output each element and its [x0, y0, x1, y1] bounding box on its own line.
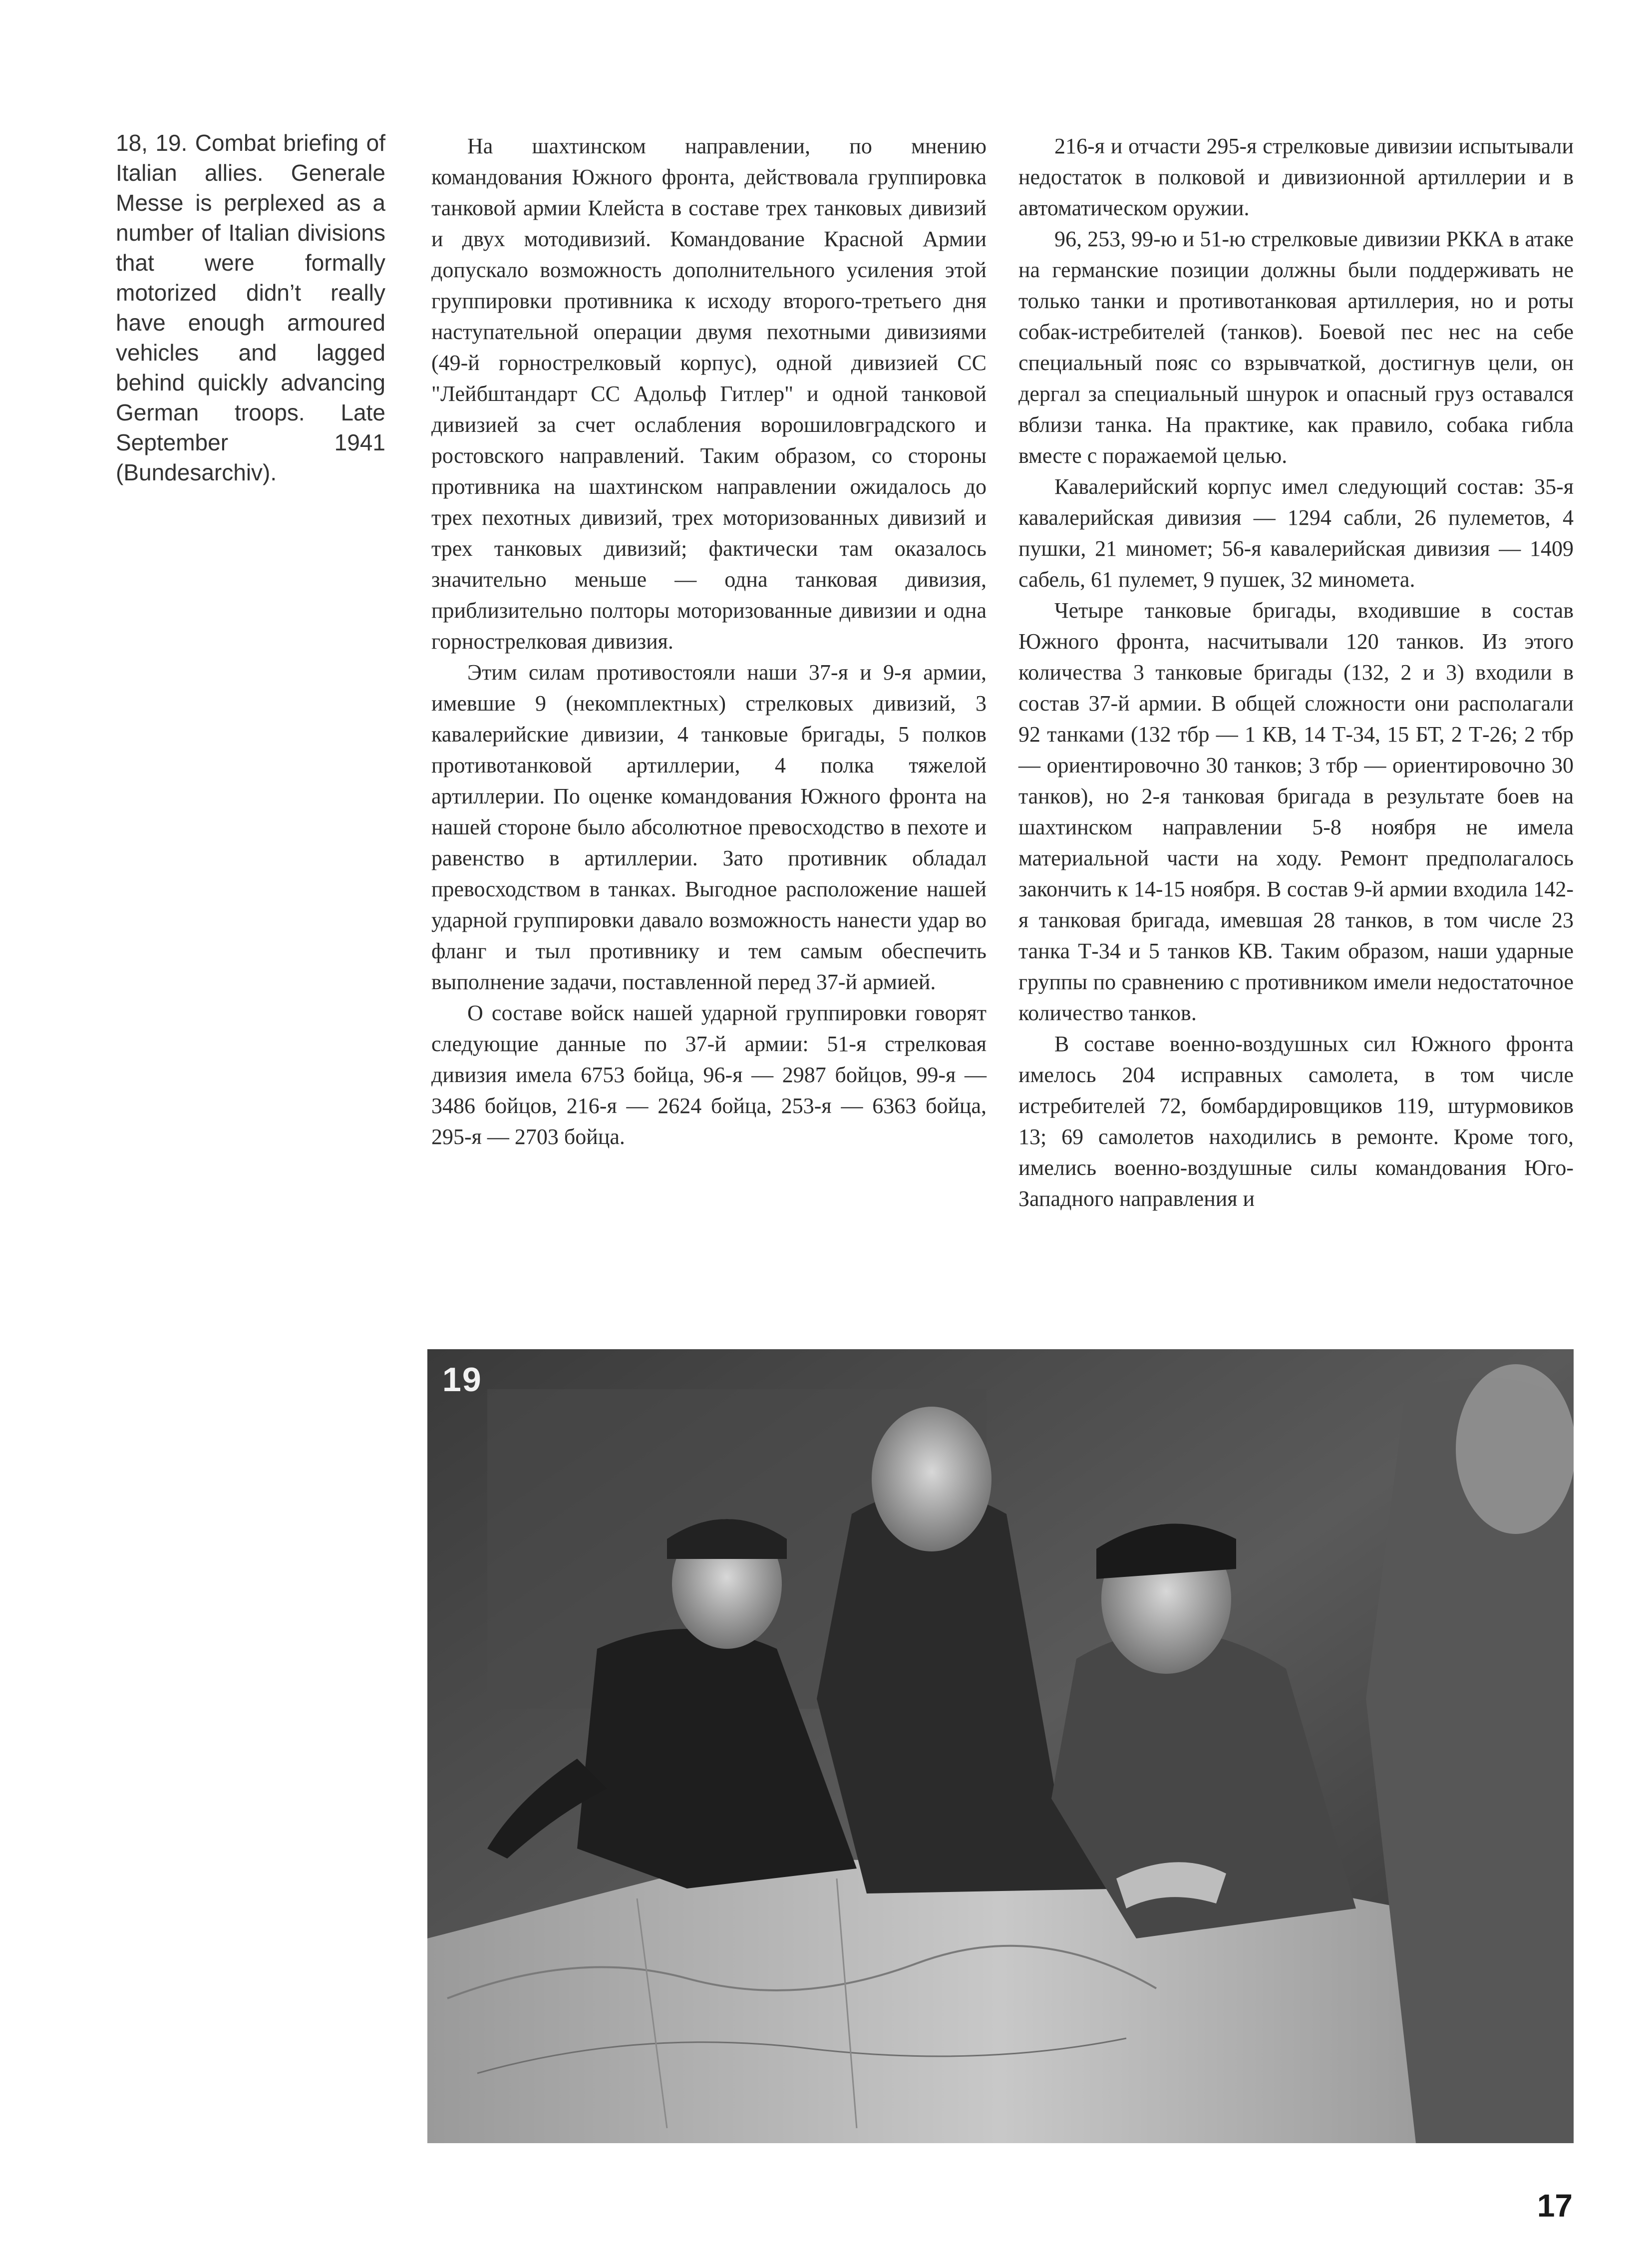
photo-illustration [427, 1349, 1574, 2143]
paragraph: Четыре танковые бригады, входившие в состав Южного фронта, насчитывали 120 танков. Из этого количества 3 танковые бригады (132, 2 и 3) входили в состав 37-й армии. В общей сложности они располагали 92 танками (132 тбр — 1 КВ, 14 Т-34, 15 БТ, 2 Т-26; 2 тбр — ориентировочно 30 танков; 3 тбр — ориентировочно 30 танков), но 2-я танковая бригада в результате боев на шахтинском направлении 5-8 ноября не имела материальной части на ходу. Ремонт предполагалось закончить к 14-15 ноября. В состав 9-й армии входила 142-я танковая бригада, имевшая 28 танков, в том числе 23 танка Т-34 и 5 танков КВ. Таким образом, наши ударные группы по сравнению с противником имели недостаточное количество танков. [1018, 598, 1574, 1025]
paragraph: 96, 253, 99-ю и 51-ю стрелковые дивизии РККА в атаке на германские позиции должны были поддерживать не только танки и противотанковая артиллерия, но и роты собак-истребителей (танков). Боевой пес нес на себе специальный пояс со взрывчаткой, достигнув цели, он дергал за специальный шнурок и опасный груз оставался вблизи танка. На практике, как правило, собака гибла вместе с поражаемой целью. [1018, 227, 1574, 468]
paragraph: Этим силам противостояли наши 37-я и 9-я армии, имевшие 9 (некомплектных) стрелковых дивизий, 3 кавалерийские дивизии, 4 танковые бригады, 5 полков противотанковой артиллерии, 4 полка тяжелой артиллерии. По оценке командования Южного фронта на нашей стороне было абсолютное превосходство в пехоте и равенство в артиллерии. Зато противник обладал превосходством в танках. Выгодное расположение нашей ударной группировки давало возможность нанести удар во фланг и тыл противнику и тем самым обеспечить выполнение задачи, поставленной перед 37-й армией. [431, 660, 987, 994]
paragraph: О составе войск нашей ударной группировки говорят следующие данные по 37-й армии: 51-я стрелковая дивизия имела 6753 бойца, 96-я — 2987 бойцов, 99-я — 3486 бойцов, 216-я — 2624 бойца, 253-я — 6363 бойца, 295-я — 2703 бойца. [431, 1001, 987, 1149]
photo-caption: 18, 19. Combat briefing of Italian allies. Generale Messe is perplexed as a number of Italian divisions that were formally motorized didn’t really have enough armoured vehicles and lagged behind quickly advancing German troops. Late September 1941 (Bundesarchiv). [116, 130, 385, 485]
briefing-photo [427, 1349, 1574, 2143]
photo-number: 19 [442, 1361, 482, 1399]
paragraph: На шахтинском направлении, по мнению командования Южного фронта, действовала группировка танковой армии Клейста в составе трех танковых дивизий и двух мотодивизий. Командование Красной Армии допускало возможность дополнительного усиления этой группировки противника к исходу второго-третьего дня наступательной операции двумя пехотными дивизиями (49-й горнострелковый корпус), одной дивизией СС "Лейбштандарт СС Адольф Гитлер" и одной танковой дивизией за счет ослабления ворошиловградского и ростовского направлений. Таким образом, со стороны противника на шахтинском направлении ожидалось до трех пехотных дивизий, трех моторизованных дивизий и трех танковых дивизий; фактически там оказалось значительно меньше — одна танковая дивизия, приблизительно полторы моторизованные дивизии и одна горнострелковая дивизия. [431, 134, 987, 654]
text-column-left [431, 131, 987, 1152]
paragraph: 216-я и отчасти 295-я стрелковые дивизии испытывали недостаток в полковой и дивизионной артиллерии и в автоматическом оружии. [1018, 134, 1574, 220]
paragraph: В составе военно-воздушных сил Южного фронта имелось 204 исправных самолета, в том числе истребителей 72, бомбардировщиков 119, штурмовиков 13; 69 самолетов находились в ремонте. Кроме того, имелись военно-воздушные силы командования Юго-Западного направления и [1018, 1032, 1574, 1211]
paragraph: Кавалерийский корпус имел следующий состав: 35-я кавалерийская дивизия — 1294 сабли, 26 пулеметов, 4 пушки, 21 миномет; 56-я кавалерийская дивизия — 1409 сабель, 61 пулемет, 9 пушек, 32 миномета. [1018, 474, 1574, 592]
page-number: 17 [1537, 2188, 1573, 2224]
text-column-right [1018, 131, 1574, 1214]
